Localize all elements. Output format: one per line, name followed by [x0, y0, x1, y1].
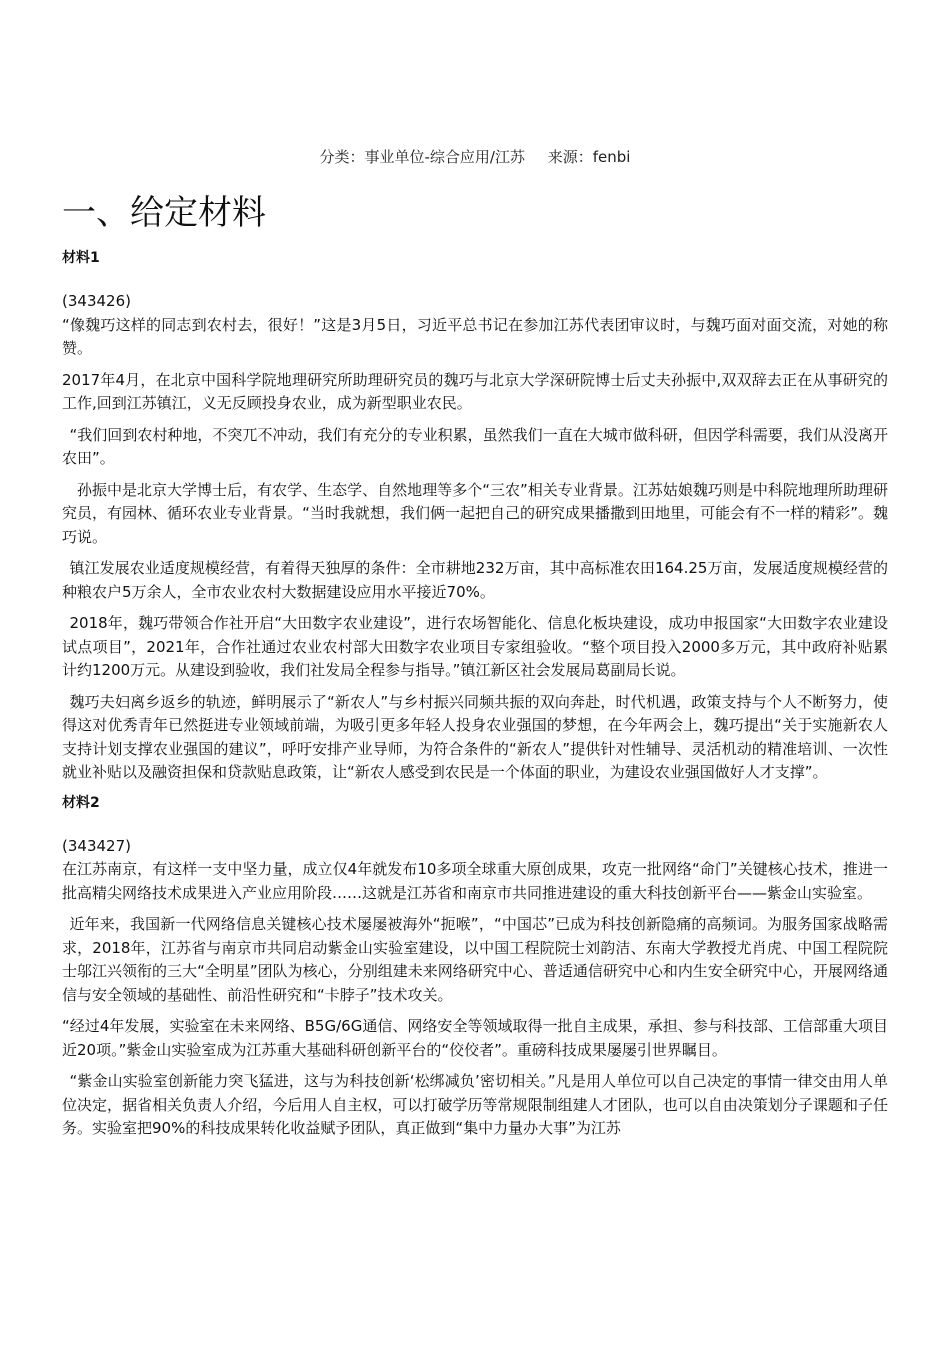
paragraph: “我们回到农村种地，不突兀不冲动，我们有充分的专业积累，虽然我们一直在大城市做科研，但因学科需要，我们从没离开农田”。 [62, 425, 888, 467]
doc-content [62, 188, 888, 1149]
material-title: 材料1 [62, 250, 100, 266]
paragraph: “紫金山实验室创新能力突飞猛进，这与为科技创新‘松绑减负’密切相关。”凡是用人单位可以自己决定的事情一律交由用人单位决定，据省相关负责人介绍，今后用人自主权，可以打破学历等常规限制组建人才团队，也可以自由决策划分子课题和子任务。实验室把90%的科技成果转化收益赋予团队，真正做到“集中力量办大事”为江苏 [62, 1072, 888, 1137]
paragraph: 2017年4月，在北京中国科学院地理研究所助理研究员的魏巧与北京大学深研院博士后丈夫孙振中,双双辞去正在从事研究的工作,回到江苏镇江，义无反顾投身农业，成为新型职业农民。 [62, 370, 888, 412]
paragraph: 镇江发展农业适度规模经营，有着得天独厚的条件：全市耕地232万亩，其中高标准农田164.25万亩，发展适度规模经营的种粮农户5万余人，全市农业农村大数据建设应用水平接近70%。 [62, 559, 888, 601]
material-1 [62, 248, 888, 785]
paragraph: “像魏巧这样的同志到农村去，很好！”这是3月5日，习近平总书记在参加江苏代表团审议时，与魏巧面对面交流，对她的称赞。 [62, 315, 888, 357]
paragraph: 孙振中是北京大学博士后，有农学、生态学、自然地理等多个“三农”相关专业背景。江苏姑娘魏巧则是中科院地理所助理研究员，有园林、循环农业专业背景。“当时我就想，我们俩一起把自己的研究成果播撒到田地里，可能会有不一样的精彩”。魏巧说。 [62, 480, 888, 546]
doc-meta [0, 146, 950, 167]
paragraph: 在江苏南京，有这样一支中坚力量，成立仅4年就发布10多项全球重大原创成果，攻克一批网络“命门”关键核心技术，推进一批高精尖网络技术成果进入产业应用阶段……这就是江苏省和南京市共同推进建设的重大科技创新平台——紫金山实验室。 [62, 860, 888, 902]
material-title: 材料2 [62, 794, 100, 811]
section-title: 一、给定材料 [62, 193, 266, 233]
material-id: (343427) [62, 836, 131, 855]
paragraph: 魏巧夫妇离乡返乡的轨迹，鲜明展示了“新农人”与乡村振兴同频共振的双向奔赴，时代机遇，政策支持与个人不断努力，使得这对优秀青年已然挺进专业领域前端，为吸引更多年轻人投身农业强国的梦想，在今年两会上，魏巧提出“关于实施新农人支持计划支撑农业强国的建议”，呼吁安排产业导师，为符合条件的“新农人”提供针对性辅导、灵活机动的精准培训、一次性就业补贴以及融资担保和贷款贴息政策，让“新农人感受到农民是一个体面的职业，为建设农业强国做好人才支撑”。 [62, 692, 888, 781]
source-label: 来源：fenbi [547, 148, 631, 166]
paragraph: “经过4年发展，实验室在未来网络、B5G/6G通信、网络安全等领域取得一批自主成果，承担、参与科技部、工信部重大项目近20项。”紫金山实验室成为江苏重大基础科研创新平台的“佼佼者”。重磅科技成果屡屡引世界瞩目。 [62, 1017, 888, 1059]
paragraph: 近年来，我国新一代网络信息关键核心技术屡屡被海外“扼喉”，“中国芯”已成为科技创新隐痛的高频词。为服务国家战略需求，2018年，江苏省与南京市共同启动紫金山实验室建设，以中国工程院院士刘韵洁、东南大学教授尤肖虎、中国工程院院士邬江兴领衔的三大“全明星”团队为核心，分别组建未来网络研究中心、普适通信研究中心和内生安全研究中心，开展网络通信与安全领域的基础性、前沿性研究和“卡脖子”技术攻关。 [62, 915, 888, 1004]
material-2 [62, 793, 888, 1141]
material-id: (343426) [62, 292, 131, 310]
category-label: 分类：事业单位-综合应用/江苏 [319, 148, 525, 166]
paragraph: 2018年，魏巧带领合作社开启“大田数字农业建设”，进行农场智能化、信息化板块建设，成功申报国家“大田数字农业建设试点项目”，2021年，合作社通过农业农村部大田数字农业项目专家组验收。“整个项目投入2000多万元，其中政府补贴累计约1200万元。从建设到验收，我们社发局全程参与指导。”镇江新区社会发展局葛副局长说。 [62, 614, 888, 679]
